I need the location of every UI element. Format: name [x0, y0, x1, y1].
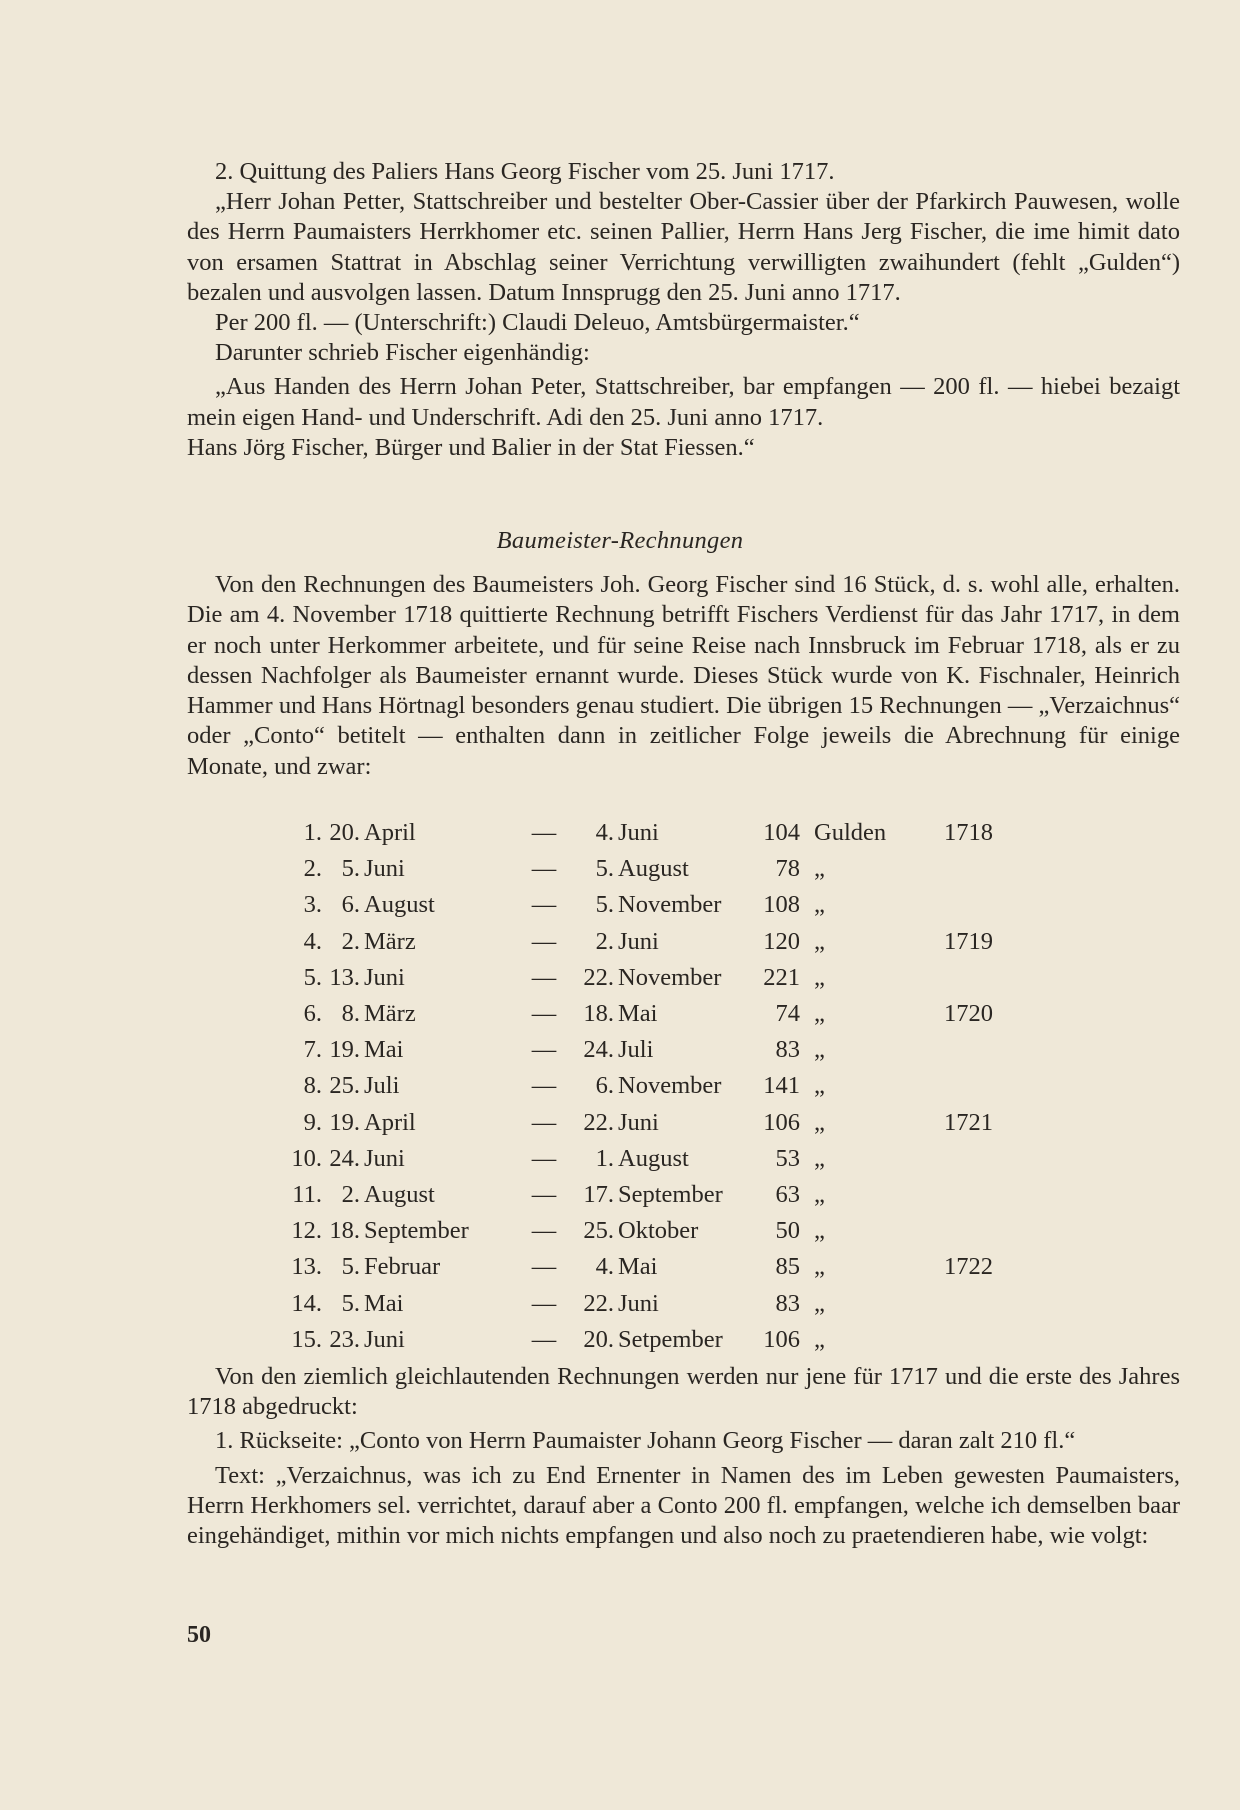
year: 1719: [944, 927, 993, 955]
to-month: Mai: [618, 1000, 658, 1028]
range-dash: —: [531, 1289, 557, 1317]
range-dash: —: [531, 1000, 557, 1028]
receipt-per-line: Per 200 fl. — (Unterschrift:) Claudi Deleuo, Amtsbürgermaister.“: [215, 309, 860, 337]
row-number: 7.: [303, 1036, 322, 1064]
from-month: Juni: [364, 1144, 405, 1172]
to-month: August: [618, 855, 689, 883]
currency-unit: „: [814, 891, 825, 919]
year: [944, 960, 1034, 996]
to-day: 22.: [583, 1289, 614, 1317]
to-day: 25.: [583, 1217, 614, 1245]
table-row: [270, 1285, 1034, 1321]
table-row: [270, 1068, 1034, 1104]
to-day: 24.: [583, 1036, 614, 1064]
year: [944, 851, 1034, 887]
table-row: [270, 887, 1034, 923]
table-row: [270, 1322, 1034, 1358]
to-month: Setpember: [618, 1325, 723, 1353]
rueckseite-paragraph: 1. Rückseite: „Conto von Herrn Paumaister Johann Georg Fischer — daran zalt 210 fl.“: [215, 1427, 1076, 1455]
year: 1720: [944, 1000, 993, 1028]
from-month: Juni: [364, 855, 405, 883]
range-dash: —: [531, 927, 557, 955]
amount: 104: [763, 819, 800, 847]
table-row: [270, 996, 1034, 1032]
currency-unit: „: [814, 1144, 825, 1172]
row-number: 13.: [291, 1253, 322, 1281]
currency-unit: „: [814, 1072, 825, 1100]
year: [944, 1032, 1034, 1068]
to-day: 4.: [595, 819, 614, 847]
row-number: 2.: [303, 855, 322, 883]
range-dash: —: [531, 1253, 557, 1281]
from-day: 5.: [341, 1253, 360, 1281]
to-month: November: [618, 1072, 722, 1100]
year: 1718: [944, 819, 993, 847]
from-month: April: [364, 819, 416, 847]
intro-paragraph: Von den Rechnungen des Baumeisters Joh. Georg Fischer sind 16 Stück, d. s. wohl alle, erhalten. Die am 4. November 1718 quittierte Rechnung betrifft Fischers Verdienst für das Jahr 1717, in dem er noch unter Herkommer arbeitete, und für seine Reise nach Innsbruck im Februar 1718, als er zu dessen Nachfolger als Baumeister ernannt wurde. Dieses Stück wurde von K. Fischnaler, Heinrich Hammer und Hans Hörtnagl besonders genau studiert. Die übrigen 15 Rechnungen — „Verzaichnus“ oder „Conto“ betitelt — enthalten dann in zeitlicher Folge jeweils die Abrechnung für einige Monate, und zwar:: [187, 571, 1180, 780]
amount: 106: [763, 1108, 800, 1136]
currency-unit: „: [814, 963, 825, 991]
from-month: Juni: [364, 963, 405, 991]
to-month: Juni: [618, 1108, 659, 1136]
amount: 63: [775, 1180, 800, 1208]
to-day: 5.: [595, 855, 614, 883]
table-row: [270, 924, 1034, 960]
from-day: 19.: [329, 1108, 360, 1136]
row-number: 9.: [303, 1108, 322, 1136]
currency-unit: „: [814, 1325, 825, 1353]
from-month: Juni: [364, 1325, 405, 1353]
to-month: November: [618, 963, 722, 991]
from-day: 23.: [329, 1325, 360, 1353]
currency-unit: „: [814, 1217, 825, 1245]
from-month: Mai: [364, 1289, 404, 1317]
to-month: Mai: [618, 1253, 658, 1281]
section-print-note: [187, 1362, 1180, 1551]
year: [944, 1285, 1034, 1321]
from-month: März: [364, 1000, 416, 1028]
table-row: [270, 1213, 1034, 1249]
year: [944, 887, 1034, 923]
to-day: 2.: [595, 927, 614, 955]
to-day: 18.: [583, 1000, 614, 1028]
to-month: Juli: [618, 1036, 654, 1064]
row-number: 12.: [291, 1217, 322, 1245]
currency-unit: „: [814, 1108, 825, 1136]
year: 1721: [944, 1108, 993, 1136]
row-number: 8.: [303, 1072, 322, 1100]
row-number: 6.: [303, 1000, 322, 1028]
year: 1722: [944, 1253, 993, 1281]
amount: 78: [775, 855, 800, 883]
from-month: April: [364, 1108, 416, 1136]
from-day: 5.: [341, 1289, 360, 1317]
from-month: August: [364, 891, 435, 919]
to-month: Oktober: [618, 1217, 699, 1245]
to-day: 17.: [583, 1180, 614, 1208]
to-month: Juni: [618, 927, 659, 955]
table-row: [270, 1177, 1034, 1213]
currency-unit: „: [814, 1000, 825, 1028]
row-number: 10.: [291, 1144, 322, 1172]
from-month: August: [364, 1180, 435, 1208]
from-day: 18.: [329, 1217, 360, 1245]
to-day: 20.: [583, 1325, 614, 1353]
to-day: 5.: [595, 891, 614, 919]
year: [944, 1068, 1034, 1104]
receipt-darunter: Darunter schrieb Fischer eigenhändig:: [215, 339, 590, 367]
range-dash: —: [531, 1108, 557, 1136]
text-paragraph: Text: „Verzaichnus, was ich zu End Ernenter in Namen des im Leben gewesten Paumaisters, Herrn Herkhomers sel. verrichtet, darauf aber a Conto 200 fl. empfangen, welche ich demselben baar eingehändiget, mithin vor mich nichts empfangen und also noch zu praetendieren habe, wie volgt:: [187, 1461, 1180, 1550]
to-month: November: [618, 891, 722, 919]
table-row: [270, 1141, 1034, 1177]
from-day: 8.: [341, 1000, 360, 1028]
from-day: 2.: [341, 927, 360, 955]
currency-unit: „: [814, 1036, 825, 1064]
year: [944, 1322, 1034, 1358]
table-row: [270, 1249, 1034, 1285]
from-month: März: [364, 927, 416, 955]
currency-unit: „: [814, 1253, 825, 1281]
to-month: Juni: [618, 819, 659, 847]
table-row: [270, 1105, 1034, 1141]
from-day: 20.: [329, 819, 360, 847]
amount: 53: [775, 1144, 800, 1172]
from-day: 2.: [341, 1180, 360, 1208]
range-dash: —: [531, 855, 557, 883]
from-month: Mai: [364, 1036, 404, 1064]
table-row: [270, 815, 1034, 851]
row-number: 15.: [291, 1325, 322, 1353]
amount: 108: [763, 891, 800, 919]
to-day: 22.: [583, 1108, 614, 1136]
amount: 83: [775, 1036, 800, 1064]
amount: 120: [763, 927, 800, 955]
to-day: 4.: [595, 1253, 614, 1281]
to-month: Juni: [618, 1289, 659, 1317]
range-dash: —: [531, 1325, 557, 1353]
range-dash: —: [531, 891, 557, 919]
currency-unit: „: [814, 855, 825, 883]
year: [944, 1141, 1034, 1177]
from-month: Februar: [364, 1253, 441, 1281]
currency-unit: „: [814, 927, 825, 955]
invoice-table: [270, 815, 1034, 1358]
receipt-quote: „Herr Johan Petter, Stattschreiber und bestelter Ober-Cassier über der Pfarkirch Pauwesen, wolle des Herrn Paumaisters Herrkhomer etc. seinen Pallier, Herrn Hans Jerg Fischer, die ime himit dato von ersamen Stattrat in Abschlag seiner Verrichtung verwilligten zwaihundert (fehlt „Gulden“) bezalen und ausvolgen lassen. Datum Innsprugg den 25. Juni anno 1717.: [187, 188, 1180, 306]
from-day: 19.: [329, 1036, 360, 1064]
page-number: 50: [187, 1622, 211, 1648]
row-number: 14.: [291, 1289, 322, 1317]
amount: 141: [763, 1072, 800, 1100]
range-dash: —: [531, 1217, 557, 1245]
amount: 50: [775, 1217, 800, 1245]
from-day: 25.: [329, 1072, 360, 1100]
range-dash: —: [531, 1072, 557, 1100]
section-receipt: [187, 157, 1180, 463]
year: [944, 1177, 1034, 1213]
from-day: 13.: [329, 963, 360, 991]
from-day: 5.: [341, 855, 360, 883]
invoice-table-body: [270, 815, 1034, 1358]
row-number: 5.: [303, 963, 322, 991]
receipt-signature: Hans Jörg Fischer, Bürger und Balier in der Stat Fiessen.“: [187, 433, 755, 461]
to-month: August: [618, 1144, 689, 1172]
section-intro: [187, 570, 1180, 782]
range-dash: —: [531, 963, 557, 991]
amount: 83: [775, 1289, 800, 1317]
range-dash: —: [531, 1180, 557, 1208]
from-month: Juli: [364, 1072, 400, 1100]
currency-unit: „: [814, 1180, 825, 1208]
year: [944, 1213, 1034, 1249]
receipt-handwritten: „Aus Handen des Herrn Johan Peter, Stattschreiber, bar empfangen — 200 fl. — hiebei bezaigt mein eigen Hand- und Underschrift. Adi den 25. Juni anno 1717.: [187, 373, 1180, 431]
table-row: [270, 851, 1034, 887]
amount: 221: [763, 963, 800, 991]
receipt-heading: 2. Quittung des Paliers Hans Georg Fischer vom 25. Juni 1717.: [215, 158, 835, 185]
amount: 106: [763, 1325, 800, 1353]
from-day: 24.: [329, 1144, 360, 1172]
to-month: September: [618, 1180, 723, 1208]
range-dash: —: [531, 1144, 557, 1172]
row-number: 1.: [303, 819, 322, 847]
range-dash: —: [531, 1036, 557, 1064]
currency-unit: „: [814, 1289, 825, 1317]
to-day: 1.: [595, 1144, 614, 1172]
row-number: 3.: [303, 891, 322, 919]
row-number: 4.: [303, 927, 322, 955]
to-day: 22.: [583, 963, 614, 991]
amount: 85: [775, 1253, 800, 1281]
section-title: Baumeister-Rechnungen: [496, 527, 744, 554]
amount: 74: [775, 1000, 800, 1028]
print-note-paragraph: Von den ziemlich gleichlautenden Rechnungen werden nur jene für 1717 und die erste des Jahres 1718 abgedruckt:: [187, 1363, 1180, 1421]
from-day: 6.: [341, 891, 360, 919]
range-dash: —: [531, 819, 557, 847]
from-month: September: [364, 1217, 469, 1245]
row-number: 11.: [292, 1180, 322, 1208]
to-day: 6.: [595, 1072, 614, 1100]
table-row: [270, 960, 1034, 996]
currency-unit: Gulden: [814, 819, 887, 847]
table-row: [270, 1032, 1034, 1068]
